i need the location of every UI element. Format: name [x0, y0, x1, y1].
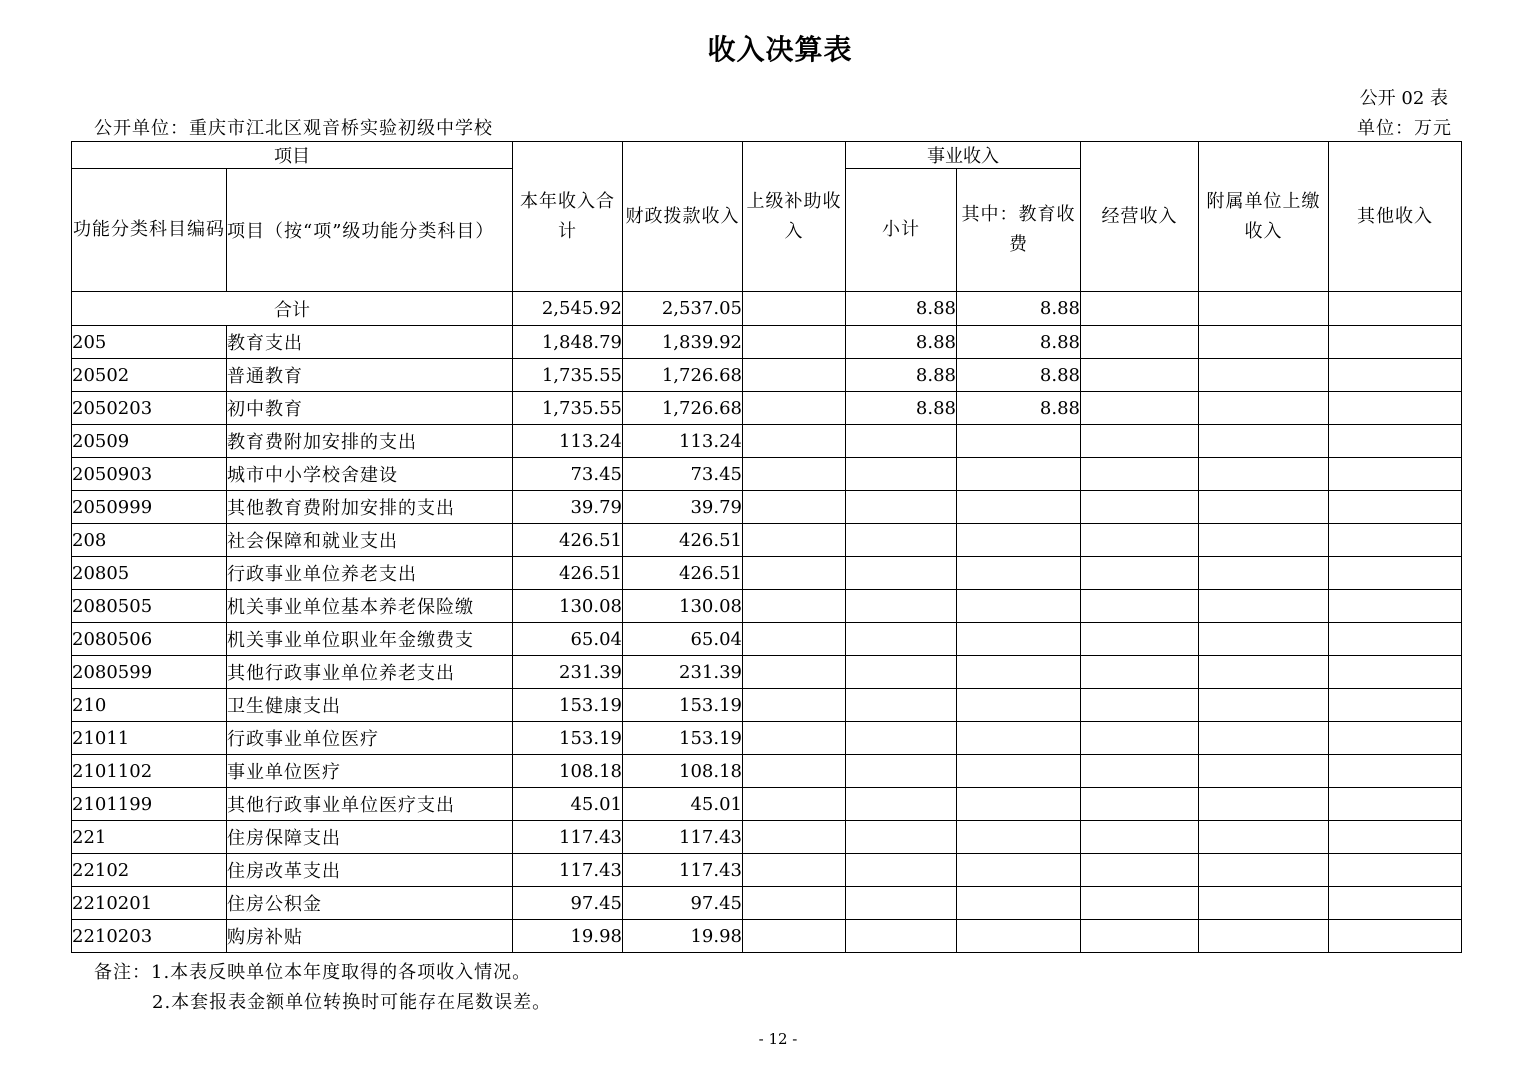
- header-superior-subsidy: 上级补助收入: [743, 142, 846, 292]
- row-operating: [1081, 887, 1199, 920]
- row-superior: [743, 920, 846, 953]
- table-row: [72, 788, 1462, 821]
- row-education-fee: [957, 590, 1081, 623]
- form-number: 公开 02 表: [1359, 88, 1448, 109]
- sum-row: [72, 292, 1462, 326]
- row-subtotal: [846, 788, 957, 821]
- sum-fiscal: 2,537.05: [623, 292, 743, 326]
- row-education-fee: [957, 425, 1081, 458]
- table-row: [72, 590, 1462, 623]
- row-name: 卫生健康支出: [227, 689, 513, 722]
- row-operating: [1081, 491, 1199, 524]
- row-education-fee: [957, 557, 1081, 590]
- row-other: [1329, 326, 1462, 359]
- row-affiliated: [1199, 656, 1329, 689]
- row-code: 208: [72, 524, 227, 557]
- row-operating: [1081, 524, 1199, 557]
- row-other: [1329, 491, 1462, 524]
- row-education-fee: [957, 623, 1081, 656]
- row-subtotal: [846, 590, 957, 623]
- note-line-2: 2.本套报表金额单位转换时可能存在尾数误差。: [152, 992, 552, 1013]
- row-other: [1329, 854, 1462, 887]
- row-code: 2080505: [72, 590, 227, 623]
- row-affiliated: [1199, 854, 1329, 887]
- row-fiscal: 130.08: [623, 590, 743, 623]
- row-superior: [743, 887, 846, 920]
- row-fiscal: 117.43: [623, 821, 743, 854]
- header-row-top: [72, 142, 1462, 169]
- table-row: [72, 854, 1462, 887]
- row-code: 2050903: [72, 458, 227, 491]
- row-affiliated: [1199, 920, 1329, 953]
- notes: [94, 958, 551, 1018]
- row-operating: [1081, 326, 1199, 359]
- row-operating: [1081, 392, 1199, 425]
- row-name: 行政事业单位医疗: [227, 722, 513, 755]
- row-superior: [743, 491, 846, 524]
- row-affiliated: [1199, 458, 1329, 491]
- header-operating-income: 经营收入: [1081, 142, 1199, 292]
- row-fiscal: 45.01: [623, 788, 743, 821]
- row-fiscal: 1,726.68: [623, 392, 743, 425]
- row-other: [1329, 458, 1462, 491]
- row-superior: [743, 359, 846, 392]
- row-affiliated: [1199, 821, 1329, 854]
- row-code: 2101102: [72, 755, 227, 788]
- sum-education-fee: 8.88: [957, 292, 1081, 326]
- row-other: [1329, 821, 1462, 854]
- table-row: [72, 920, 1462, 953]
- table-row: [72, 326, 1462, 359]
- row-subtotal: [846, 491, 957, 524]
- row-fiscal: 97.45: [623, 887, 743, 920]
- row-name: 住房保障支出: [227, 821, 513, 854]
- row-other: [1329, 887, 1462, 920]
- row-code: 210: [72, 689, 227, 722]
- row-total: 19.98: [513, 920, 623, 953]
- row-fiscal: 108.18: [623, 755, 743, 788]
- row-superior: [743, 392, 846, 425]
- row-other: [1329, 425, 1462, 458]
- row-superior: [743, 524, 846, 557]
- row-education-fee: [957, 458, 1081, 491]
- row-total: 153.19: [513, 689, 623, 722]
- table-row: [72, 722, 1462, 755]
- row-superior: [743, 722, 846, 755]
- row-other: [1329, 689, 1462, 722]
- row-subtotal: 8.88: [846, 326, 957, 359]
- row-code: 20805: [72, 557, 227, 590]
- table-row: [72, 623, 1462, 656]
- row-operating: [1081, 557, 1199, 590]
- header-code: 功能分类科目编码: [72, 169, 227, 292]
- row-other: [1329, 359, 1462, 392]
- row-code: 2080599: [72, 656, 227, 689]
- row-total: 231.39: [513, 656, 623, 689]
- row-code: 2050203: [72, 392, 227, 425]
- page-title: 收入决算表: [707, 33, 853, 66]
- row-name: 教育费附加安排的支出: [227, 425, 513, 458]
- row-operating: [1081, 590, 1199, 623]
- row-operating: [1081, 689, 1199, 722]
- sum-total: 2,545.92: [513, 292, 623, 326]
- row-superior: [743, 656, 846, 689]
- row-code: 2210203: [72, 920, 227, 953]
- row-subtotal: [846, 854, 957, 887]
- row-other: [1329, 788, 1462, 821]
- table-row: [72, 557, 1462, 590]
- row-code: 21011: [72, 722, 227, 755]
- row-total: 130.08: [513, 590, 623, 623]
- row-affiliated: [1199, 425, 1329, 458]
- row-other: [1329, 623, 1462, 656]
- row-code: 2101199: [72, 788, 227, 821]
- row-education-fee: [957, 722, 1081, 755]
- row-fiscal: 426.51: [623, 557, 743, 590]
- row-total: 153.19: [513, 722, 623, 755]
- table-row: [72, 425, 1462, 458]
- currency-unit: 单位：万元: [1357, 118, 1452, 139]
- row-other: [1329, 557, 1462, 590]
- header-fiscal-allocation: 财政拨款收入: [623, 142, 743, 292]
- row-subtotal: [846, 920, 957, 953]
- row-subtotal: [846, 458, 957, 491]
- row-superior: [743, 326, 846, 359]
- row-name: 住房公积金: [227, 887, 513, 920]
- row-name: 购房补贴: [227, 920, 513, 953]
- row-total: 117.43: [513, 821, 623, 854]
- row-affiliated: [1199, 557, 1329, 590]
- row-subtotal: [846, 755, 957, 788]
- row-education-fee: [957, 524, 1081, 557]
- row-total: 117.43: [513, 854, 623, 887]
- row-superior: [743, 755, 846, 788]
- row-name: 教育支出: [227, 326, 513, 359]
- row-fiscal: 73.45: [623, 458, 743, 491]
- row-operating: [1081, 788, 1199, 821]
- row-fiscal: 117.43: [623, 854, 743, 887]
- row-code: 2210201: [72, 887, 227, 920]
- row-name: 其他行政事业单位养老支出: [227, 656, 513, 689]
- header-affiliated-income: 附属单位上缴收入: [1199, 142, 1329, 292]
- row-superior: [743, 458, 846, 491]
- row-affiliated: [1199, 590, 1329, 623]
- row-education-fee: [957, 854, 1081, 887]
- row-subtotal: [846, 524, 957, 557]
- row-total: 113.24: [513, 425, 623, 458]
- row-operating: [1081, 623, 1199, 656]
- row-education-fee: [957, 656, 1081, 689]
- row-operating: [1081, 722, 1199, 755]
- row-total: 1,848.79: [513, 326, 623, 359]
- sum-superior: [743, 292, 846, 326]
- row-subtotal: [846, 821, 957, 854]
- row-total: 426.51: [513, 524, 623, 557]
- row-name: 初中教育: [227, 392, 513, 425]
- row-education-fee: 8.88: [957, 392, 1081, 425]
- row-education-fee: [957, 755, 1081, 788]
- row-fiscal: 113.24: [623, 425, 743, 458]
- row-superior: [743, 590, 846, 623]
- row-name: 行政事业单位养老支出: [227, 557, 513, 590]
- row-superior: [743, 854, 846, 887]
- row-operating: [1081, 656, 1199, 689]
- row-education-fee: [957, 920, 1081, 953]
- row-fiscal: 231.39: [623, 656, 743, 689]
- row-name: 社会保障和就业支出: [227, 524, 513, 557]
- row-affiliated: [1199, 524, 1329, 557]
- row-code: 205: [72, 326, 227, 359]
- row-name: 其他教育费附加安排的支出: [227, 491, 513, 524]
- header-other-income: 其他收入: [1329, 142, 1462, 292]
- row-superior: [743, 788, 846, 821]
- row-affiliated: [1199, 326, 1329, 359]
- row-affiliated: [1199, 755, 1329, 788]
- row-other: [1329, 656, 1462, 689]
- row-affiliated: [1199, 623, 1329, 656]
- row-code: 22102: [72, 854, 227, 887]
- row-affiliated: [1199, 887, 1329, 920]
- row-total: 1,735.55: [513, 359, 623, 392]
- table-row: [72, 755, 1462, 788]
- row-subtotal: [846, 557, 957, 590]
- row-operating: [1081, 425, 1199, 458]
- table-row: [72, 689, 1462, 722]
- table-row: [72, 458, 1462, 491]
- table-row: [72, 821, 1462, 854]
- header-subtotal: 小计: [846, 169, 957, 292]
- row-code: 2050999: [72, 491, 227, 524]
- row-name: 事业单位医疗: [227, 755, 513, 788]
- row-name: 机关事业单位基本养老保险缴: [227, 590, 513, 623]
- row-affiliated: [1199, 689, 1329, 722]
- row-education-fee: [957, 821, 1081, 854]
- row-total: 65.04: [513, 623, 623, 656]
- row-affiliated: [1199, 788, 1329, 821]
- row-name: 普通教育: [227, 359, 513, 392]
- row-other: [1329, 392, 1462, 425]
- row-fiscal: 426.51: [623, 524, 743, 557]
- row-code: 20509: [72, 425, 227, 458]
- table-row: [72, 491, 1462, 524]
- row-fiscal: 1,726.68: [623, 359, 743, 392]
- row-name: 城市中小学校舍建设: [227, 458, 513, 491]
- row-fiscal: 1,839.92: [623, 326, 743, 359]
- row-total: 39.79: [513, 491, 623, 524]
- row-education-fee: [957, 689, 1081, 722]
- row-name: 其他行政事业单位医疗支出: [227, 788, 513, 821]
- sum-other: [1329, 292, 1462, 326]
- row-total: 73.45: [513, 458, 623, 491]
- sum-affiliated: [1199, 292, 1329, 326]
- row-name: 机关事业单位职业年金缴费支: [227, 623, 513, 656]
- row-other: [1329, 524, 1462, 557]
- row-operating: [1081, 854, 1199, 887]
- row-superior: [743, 821, 846, 854]
- sum-label: 合计: [72, 292, 513, 326]
- row-operating: [1081, 920, 1199, 953]
- row-code: 221: [72, 821, 227, 854]
- row-operating: [1081, 755, 1199, 788]
- row-subtotal: [846, 689, 957, 722]
- row-fiscal: 65.04: [623, 623, 743, 656]
- row-education-fee: 8.88: [957, 326, 1081, 359]
- table-row: [72, 656, 1462, 689]
- row-other: [1329, 920, 1462, 953]
- row-operating: [1081, 821, 1199, 854]
- row-subtotal: [846, 656, 957, 689]
- row-operating: [1081, 458, 1199, 491]
- row-education-fee: [957, 491, 1081, 524]
- table-row: [72, 359, 1462, 392]
- page-number: - 12 -: [758, 1030, 798, 1048]
- row-total: 426.51: [513, 557, 623, 590]
- row-other: [1329, 722, 1462, 755]
- row-superior: [743, 425, 846, 458]
- table-row: [72, 524, 1462, 557]
- row-fiscal: 19.98: [623, 920, 743, 953]
- row-total: 1,735.55: [513, 392, 623, 425]
- table-row: [72, 887, 1462, 920]
- sum-operating: [1081, 292, 1199, 326]
- row-total: 108.18: [513, 755, 623, 788]
- row-fiscal: 153.19: [623, 722, 743, 755]
- row-fiscal: 39.79: [623, 491, 743, 524]
- row-affiliated: [1199, 722, 1329, 755]
- row-total: 45.01: [513, 788, 623, 821]
- table-row: [72, 392, 1462, 425]
- note-line-1: 备注：1.本表反映单位本年度取得的各项收入情况。: [94, 962, 532, 983]
- income-final-accounts-table: [71, 141, 1462, 953]
- sum-subtotal: 8.88: [846, 292, 957, 326]
- row-superior: [743, 557, 846, 590]
- header-education-fee: 其中：教育收费: [957, 169, 1081, 292]
- header-business-income-group: 事业收入: [846, 142, 1081, 169]
- row-superior: [743, 689, 846, 722]
- row-subtotal: 8.88: [846, 359, 957, 392]
- header-project-group: 项目: [72, 142, 513, 169]
- header-total-income: 本年收入合计: [513, 142, 623, 292]
- header-name: 项目（按“项”级功能分类科目）: [227, 169, 513, 292]
- row-education-fee: [957, 887, 1081, 920]
- row-subtotal: [846, 887, 957, 920]
- row-affiliated: [1199, 392, 1329, 425]
- row-affiliated: [1199, 491, 1329, 524]
- row-code: 20502: [72, 359, 227, 392]
- reporting-unit: 公开单位：重庆市江北区观音桥实验初级中学校: [94, 118, 493, 139]
- row-other: [1329, 755, 1462, 788]
- row-subtotal: [846, 722, 957, 755]
- row-subtotal: 8.88: [846, 392, 957, 425]
- row-operating: [1081, 359, 1199, 392]
- row-fiscal: 153.19: [623, 689, 743, 722]
- row-name: 住房改革支出: [227, 854, 513, 887]
- row-affiliated: [1199, 359, 1329, 392]
- row-superior: [743, 623, 846, 656]
- row-subtotal: [846, 425, 957, 458]
- row-other: [1329, 590, 1462, 623]
- row-subtotal: [846, 623, 957, 656]
- row-education-fee: 8.88: [957, 359, 1081, 392]
- row-total: 97.45: [513, 887, 623, 920]
- row-code: 2080506: [72, 623, 227, 656]
- row-education-fee: [957, 788, 1081, 821]
